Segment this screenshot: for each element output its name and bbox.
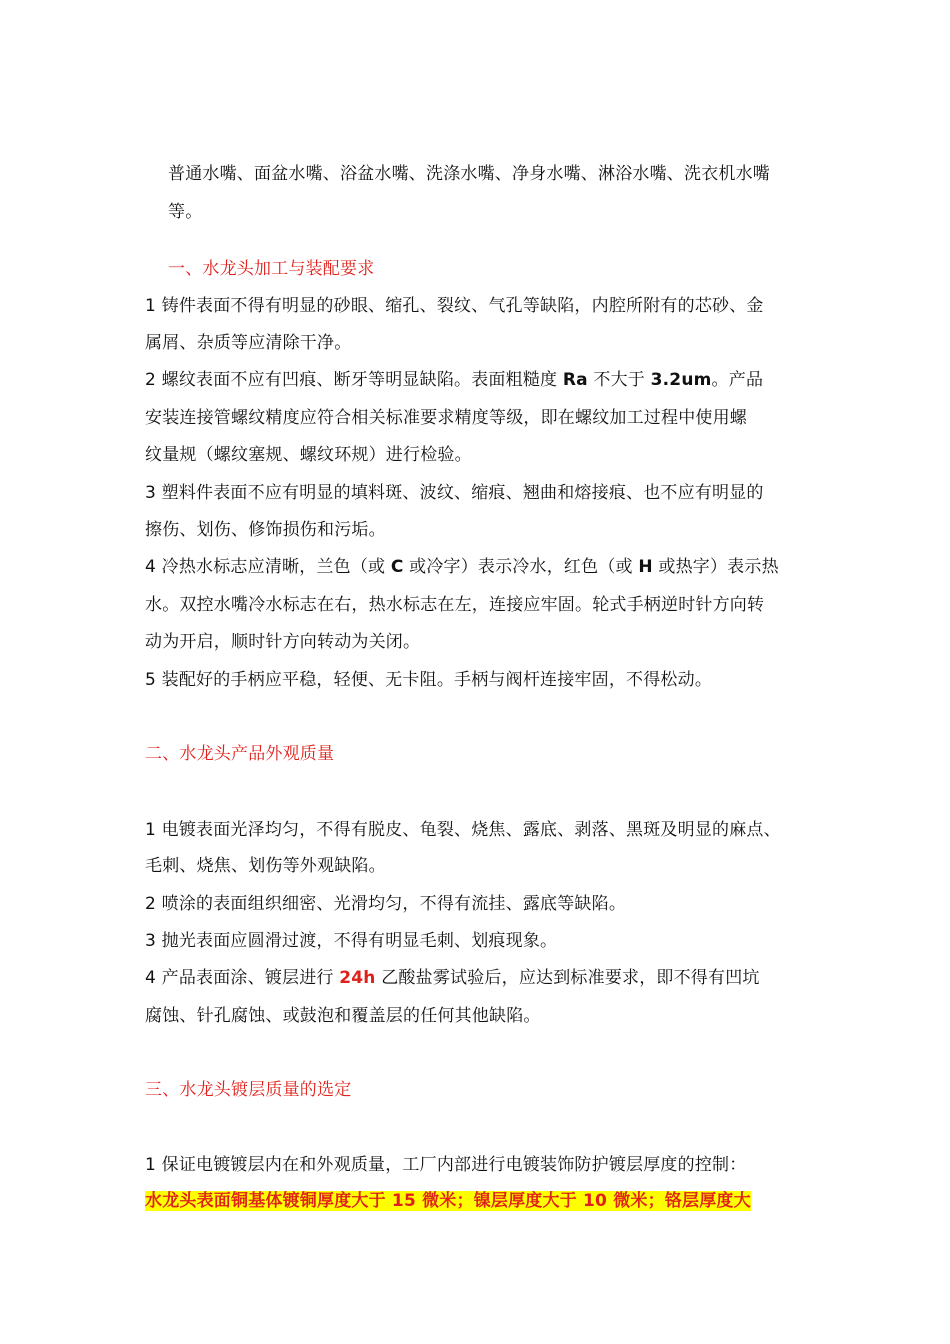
intro-line-1: 普通水嘴、面盆水嘴、浴盆水嘴、洗涤水嘴、净身水嘴、淋浴水嘴、洗衣机水嘴 (168, 164, 770, 184)
s2-item4-text-a: 4 产品表面涂、镀层进行 (145, 968, 340, 988)
test-duration: 24h (339, 968, 376, 988)
s3-item1-highlight-a: 水龙头表面铜基体镀铜厚度大于 (145, 1191, 392, 1211)
s2-item1-line1: 1 电镀表面光泽均匀，不得有脱皮、龟裂、烧焦、露底、剥落、黑斑及明显的麻点、 (145, 820, 781, 840)
s2-item3-line1: 3 抛光表面应圆滑过渡，不得有明显毛刺、划痕现象。 (145, 931, 558, 951)
s1-item4-text-e: 或热字）表示热 (652, 557, 779, 577)
s1-item1-line1: 1 铸件表面不得有明显的砂眼、缩孔、裂纹、气孔等缺陷，内腔所附有的芯砂、金 (145, 296, 764, 316)
s1-item3-line1: 3 塑料件表面不应有明显的填料斑、波纹、缩痕、翘曲和熔接痕、也不应有明显的 (145, 483, 764, 503)
nickel-thickness: 10 (583, 1191, 608, 1211)
roughness-value: 3.2um (650, 370, 712, 390)
s3-item1-line2 (145, 1191, 751, 1211)
s2-item4-line2: 腐蚀、针孔腐蚀、或鼓泡和覆盖层的任何其他缺陷。 (145, 1006, 541, 1026)
s1-item2-text-a: 2 螺纹表面不应有凹痕、断牙等明显缺陷。表面粗糙度 (145, 370, 563, 390)
hot-symbol: H (638, 557, 653, 577)
s1-item2-line3: 纹量规（螺纹塞规、螺纹环规）进行检验。 (145, 445, 472, 465)
s1-item4-line3: 动为开启，顺时针方向转动为关闭。 (145, 632, 421, 652)
s3-item1-line1: 1 保证电镀镀层内在和外观质量，工厂内部进行电镀装饰防护镀层厚度的控制： (145, 1155, 747, 1175)
s2-item2-line1: 2 喷涂的表面组织细密、光滑均匀，不得有流挂、露底等缺陷。 (145, 894, 627, 914)
s1-item2-line2: 安装连接管螺纹精度应符合相关标准要求精度等级，即在螺纹加工过程中使用螺 (145, 408, 747, 428)
s1-item3-line2: 擦伤、划伤、修饰损伤和污垢。 (145, 520, 386, 540)
ra-symbol: Ra (562, 370, 588, 390)
s1-item4-text-a: 4 冷热水标志应清晰，兰色（或 (145, 557, 391, 577)
s1-item4-line1 (145, 557, 779, 577)
s1-item4-text-c: 或冷字）表示冷水，红色（或 (403, 557, 639, 577)
s2-item4-text-c: 乙酸盐雾试验后，应达到标准要求，即不得有凹坑 (375, 968, 760, 988)
s2-item1-line2: 毛刺、烧焦、划伤等外观缺陷。 (145, 856, 386, 876)
intro-line-2: 等。 (168, 202, 203, 222)
s1-item5-line1: 5 装配好的手柄应平稳，轻便、无卡阻。手柄与阀杆连接牢固，不得松动。 (145, 670, 713, 690)
section-3-heading: 三、水龙头镀层质量的选定 (145, 1080, 352, 1100)
copper-thickness: 15 (391, 1191, 416, 1211)
s1-item1-line2: 属屑、杂质等应清除干净。 (145, 333, 352, 353)
s1-item2-text-e: 。产品 (711, 370, 764, 390)
section-1-heading: 一、水龙头加工与装配要求 (168, 259, 375, 279)
s1-item2-text-c: 不大于 (587, 370, 651, 390)
section-2-heading: 二、水龙头产品外观质量 (145, 744, 335, 764)
s3-item1-highlight-e: 微米；铬层厚度大 (607, 1191, 751, 1211)
s1-item4-line2: 水。双控水嘴冷水标志在右，热水标志在左，连接应牢固。轮式手柄逆时针方向转 (145, 595, 765, 615)
s1-item2-line1 (145, 370, 763, 390)
cold-symbol: C (390, 557, 404, 577)
s3-item1-highlight-c: 微米；镍层厚度大于 (415, 1191, 584, 1211)
s2-item4-line1 (145, 968, 760, 988)
